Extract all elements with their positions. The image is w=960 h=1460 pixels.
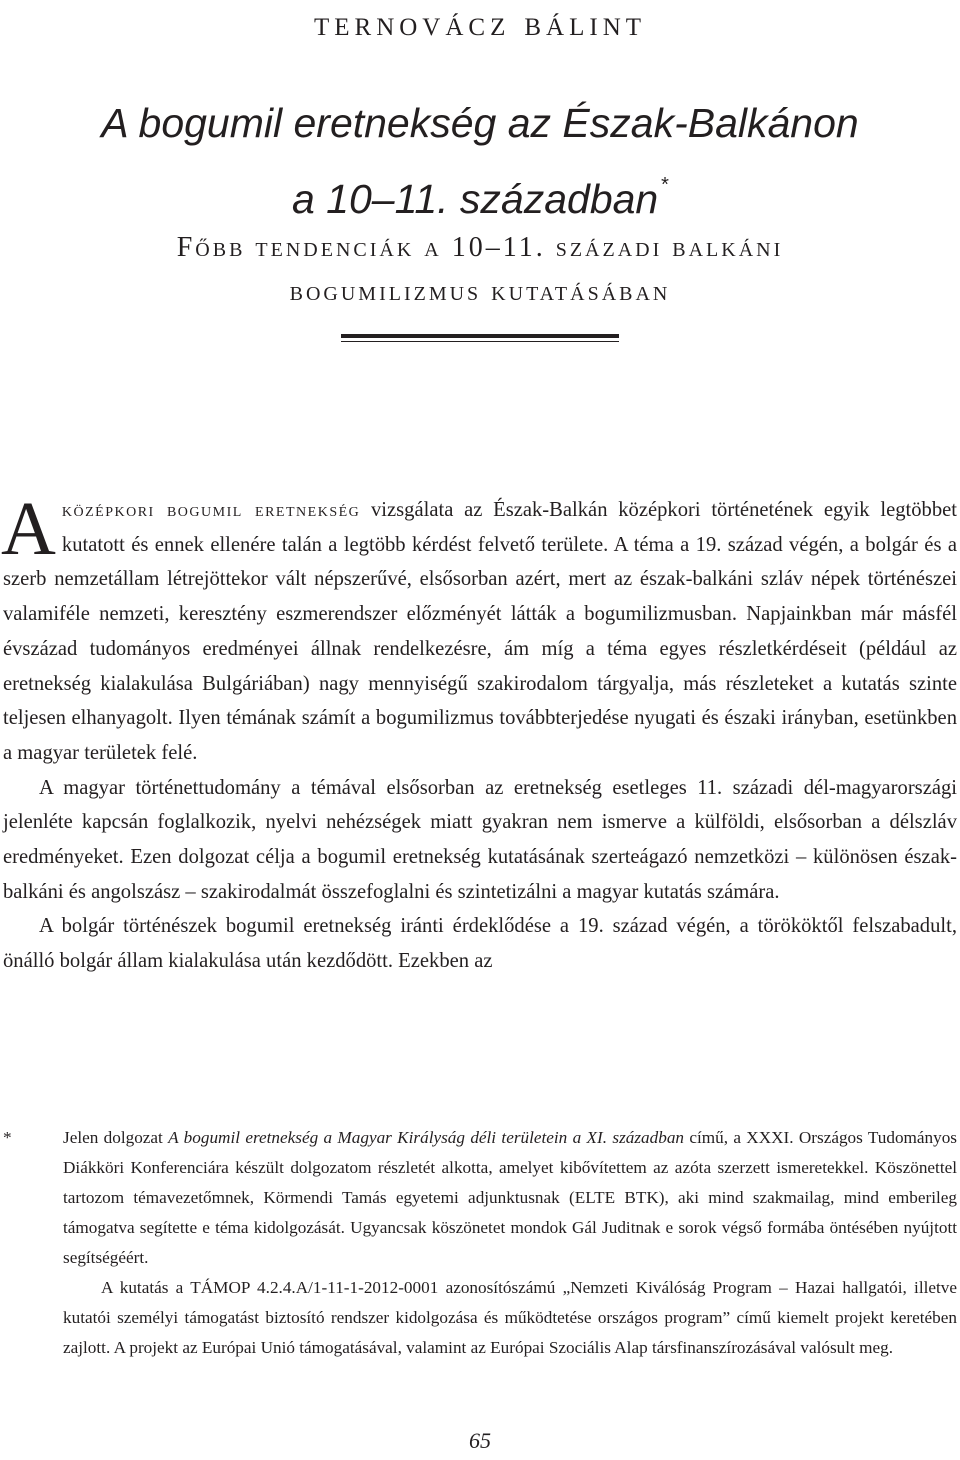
lead-in-smallcaps: középkori bogumil eretnekség — [61, 499, 361, 521]
title-line-2: a 10–11. században — [291, 176, 659, 222]
paragraph-2: A magyar történettudomány a témával elsősorban az eretnekség esetleges 11. századi dél-magyarországi jelenléte kapcsán foglalkozik, nyelvi nehézségek miatt gyakran nem ismerve a külföldi, elsősorban a délszláv eredményeket. Ezen dolgozat célja a bogumil eretnekség kutatásának szerteágazó nemzetközi – különösen észak-balkáni és angolszász – szakirodalmát összefoglalni és szintetizálni a magyar kutatás számára. — [3, 776, 957, 903]
article-title — [0, 92, 960, 230]
footnote-cited-title: A bogumil eretnekség a Magyar Királyság déli területein a XI. században — [168, 1128, 685, 1147]
paragraph-1-text: vizsgálata az Észak-Balkán középkori történetének egyik legtöbbet kutatott és ennek ellenére talán a legtöbb kérdést felvető területe. A téma a 19. század végén, a bolgár és a szerb nemzetállam létrejöttekor vált népszerűvé, elsősorban azért, mert az észak-balkáni szláv népek történészei valamiféle nemzeti, keresztény eszmerendszer előzményét látták a bogumilizmusban. Napjainkban már másfél évszázad tudományos eredményei állnak rendelkezésre, ám míg a téma egyes részletkérdéseit (például az eretnekség kialakulása Bulgáriában) nagy mennyiségű szakirodalom tárgyalja, más részleteket a kutatás szinte teljesen elhanyagolt. Ilyen témának számít a bogumilizmus továbbterjedése nyugati és északi irányban, esetünkben a magyar területek felé. — [3, 499, 957, 764]
section-heading-line-2: bogumilizmus kutatásában — [289, 276, 671, 307]
page-number: 65 — [469, 1428, 491, 1453]
footnote-text — [63, 1123, 957, 1363]
footnote-paragraph-1 — [63, 1123, 957, 1273]
title-footnote-marker: * — [660, 174, 669, 196]
ornamental-rule-thin — [341, 341, 619, 342]
section-heading-line-1: Főbb tendenciák a 10–11. századi balkáni — [176, 232, 784, 263]
author-name: ternovácz bálint — [313, 3, 647, 43]
body-text — [1, 487, 957, 979]
paragraph-1 — [1, 487, 957, 771]
footnote — [3, 1123, 957, 1363]
title-line-1: A bogumil eretnekség az Észak-Balkánon — [101, 100, 859, 146]
footnote-marker: * — [3, 1128, 12, 1147]
footnote-text-b: című, a XXXI. Országos Tudományos Diákköri Konferenciára készült dolgozatom részletét alkotta, amelyet kibővítettem az azóta szerzett ismeretekkel. Köszönettel tartozom témavezetőmnek, Körmendi Tamás egyetemi adjunktusnak (ELTE BTK), aki mind szakmailag, mind emberileg támogatva segítette e téma kidolgozását. Ugyancsak köszönetet mondok Gál Juditnak e sorok végső formába öntésében nyújtott segítségéért. — [63, 1128, 958, 1267]
section-heading — [0, 226, 960, 314]
footnote-text-a: Jelen dolgozat — [63, 1128, 169, 1147]
paragraph-3: A bolgár történészek bogumil eretnekség iránti érdeklődése a 19. század végén, a törököktől felszabadult, önálló bolgár állam kialakulása után kezdődött. Ezekben az — [3, 915, 957, 973]
ornamental-rule-thick — [341, 334, 619, 338]
drop-cap: A — [1, 487, 56, 571]
footnote-paragraph-2: A kutatás a TÁMOP 4.2.4.A/1-11-1-2012-0001 azonosítószámú „Nemzeti Kiválóság Program – Hazai hallgatói, illetve kutatói személyi támogatást biztosító rendszer kidolgozása és működtetése országos program” című kiemelt projekt keretében zajlott. A projekt az Európai Unió támogatásával, valamint az Európai Szociális Alap társfinanszírozásával valósult meg. — [63, 1278, 957, 1357]
